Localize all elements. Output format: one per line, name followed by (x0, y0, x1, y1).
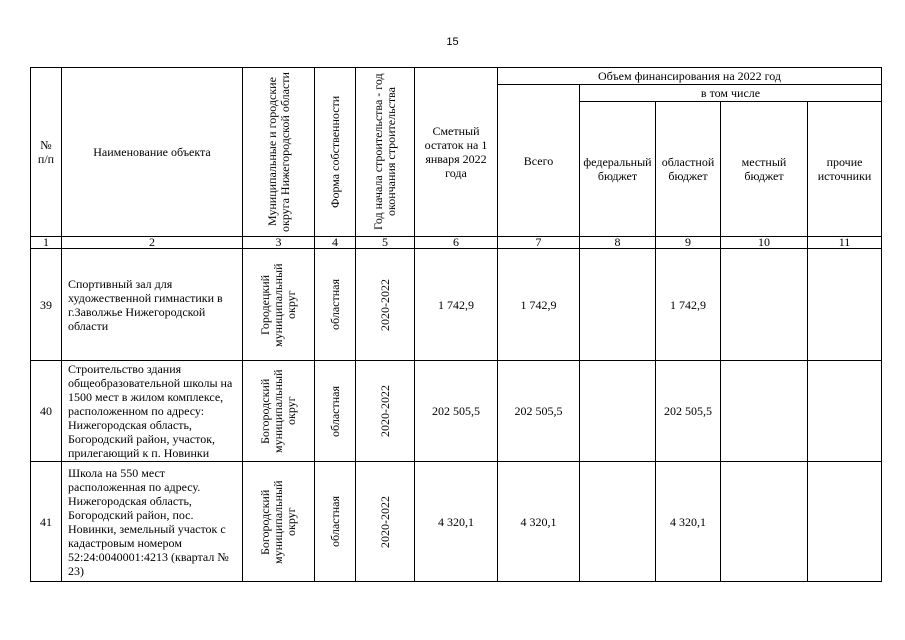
page-number: 15 (446, 36, 459, 48)
row-no: 39 (31, 249, 62, 361)
row-no: 41 (31, 462, 62, 582)
total-value: 1 742,9 (498, 249, 580, 361)
district-cell: Богородский муниципальный округ (243, 462, 315, 582)
header-ownership: Форма собственности (315, 68, 356, 237)
object-name: Строительство здания общеобразовательной школы на 1500 мест в жилом комплексе, расположенном по адресу: Нижегородская область, Богородский район, участок, прилегающий к п. Новинки (62, 361, 243, 462)
total-value: 4 320,1 (498, 462, 580, 582)
column-number: 1 (31, 237, 62, 249)
column-number: 3 (243, 237, 315, 249)
local-value (721, 249, 808, 361)
header-federal: федеральный бюджет (580, 102, 656, 237)
other-value (808, 462, 882, 582)
regional-value: 4 320,1 (656, 462, 721, 582)
other-value (808, 361, 882, 462)
header-including: в том числе (580, 85, 882, 102)
object-name: Школа на 550 мест расположенная по адресу. Нижегородская область, Богородский район, пос. Новинки, земельный участок с кадастровым номером 52:24:0040001:4213 (квартал № 23) (62, 462, 243, 582)
ownership-cell: областная (315, 462, 356, 582)
years-cell: 2020-2022 (356, 249, 415, 361)
header-years: Год начала строительства - год окончания строительства (356, 68, 415, 237)
table-row (31, 249, 882, 361)
regional-value: 202 505,5 (656, 361, 721, 462)
district-cell: Городецкий муниципальный округ (243, 249, 315, 361)
federal-value (580, 462, 656, 582)
local-value (721, 361, 808, 462)
years-cell: 2020-2022 (356, 462, 415, 582)
column-number: 5 (356, 237, 415, 249)
other-value (808, 249, 882, 361)
column-number: 7 (498, 237, 580, 249)
header-other: прочие источники (808, 102, 882, 237)
federal-value (580, 249, 656, 361)
column-number: 4 (315, 237, 356, 249)
column-number: 6 (415, 237, 498, 249)
district-cell: Богородский муниципальный округ (243, 361, 315, 462)
header-total: Всего (498, 85, 580, 237)
ownership-cell: областная (315, 361, 356, 462)
column-number: 8 (580, 237, 656, 249)
column-number: 2 (62, 237, 243, 249)
estimate-value: 202 505,5 (415, 361, 498, 462)
column-number: 11 (808, 237, 882, 249)
header-regional: областной бюджет (656, 102, 721, 237)
financing-table (30, 67, 882, 582)
years-cell: 2020-2022 (356, 361, 415, 462)
header-name: Наименование объекта (62, 68, 243, 237)
total-value: 202 505,5 (498, 361, 580, 462)
header-financing: Объем финансирования на 2022 год (498, 68, 882, 85)
table-row (31, 462, 882, 582)
federal-value (580, 361, 656, 462)
table-row (31, 361, 882, 462)
object-name: Спортивный зал для художественной гимнастики в г.Заволжье Нижегородской области (62, 249, 243, 361)
row-no: 40 (31, 361, 62, 462)
regional-value: 1 742,9 (656, 249, 721, 361)
column-number: 9 (656, 237, 721, 249)
header-local: местный бюджет (721, 102, 808, 237)
estimate-value: 1 742,9 (415, 249, 498, 361)
header-estimate: Сметный остаток на 1 января 2022 года (415, 68, 498, 237)
header-no: № п/п (31, 68, 62, 237)
column-number: 10 (721, 237, 808, 249)
local-value (721, 462, 808, 582)
header-district: Муниципальные и городские округа Нижегородской области (243, 68, 315, 237)
ownership-cell: областная (315, 249, 356, 361)
estimate-value: 4 320,1 (415, 462, 498, 582)
